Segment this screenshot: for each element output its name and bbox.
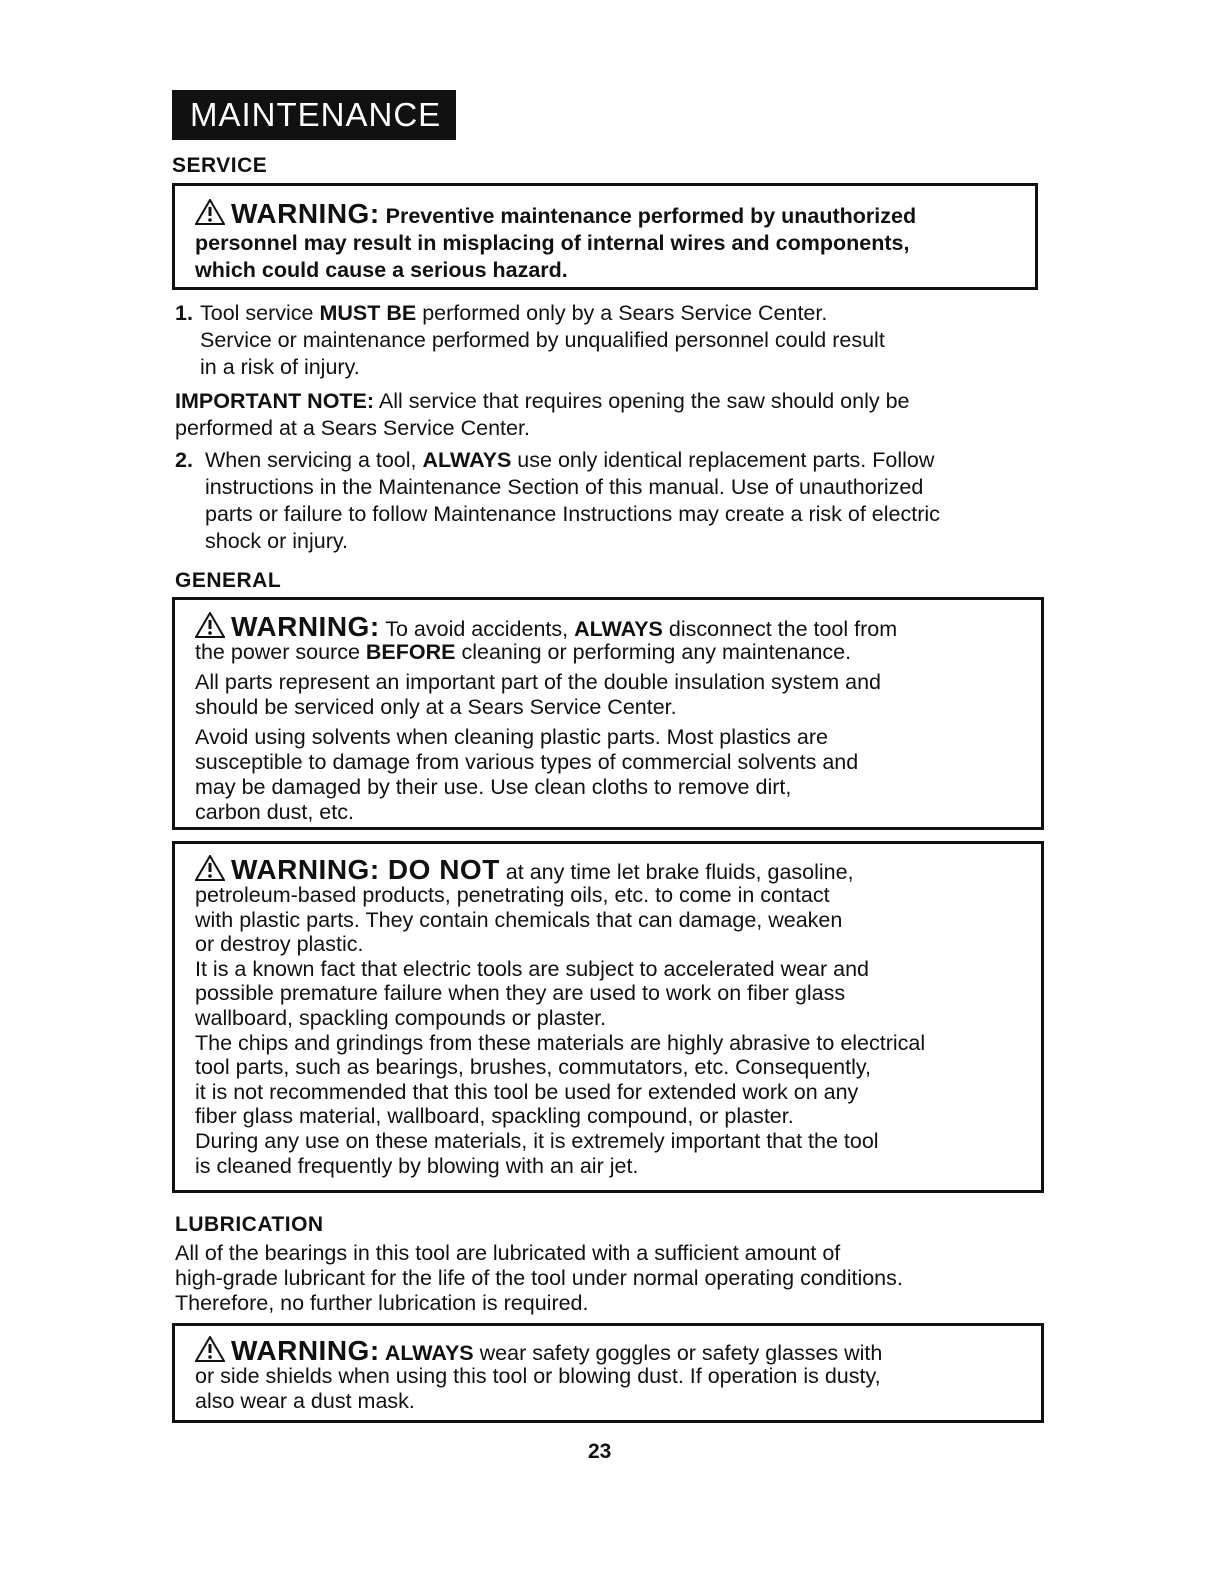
list-text: instructions in the Maintenance Section of this manual. Use of unauthorized [205,475,924,499]
warning-text: the power source [195,640,366,664]
warning-text: disconnect the tool from [662,617,898,641]
warning-text: Avoid using solvents when cleaning plastic parts. Most plastics are [195,725,828,749]
list-item [175,300,1035,381]
list-text: performed only by a Sears Service Center. [416,301,828,325]
plastics-warning-box [172,841,1044,1193]
section-banner: MAINTENANCE [172,90,456,140]
warning-label: WARNING: [231,198,380,229]
warning-text: wear safety goggles or safety glasses with [473,1341,883,1365]
warning-text: The chips and grindings from these materials are highly abrasive to electrical [195,1030,926,1055]
service-heading: SERVICE [172,154,268,177]
important-note [175,388,1035,442]
warning-text: To avoid accidents, [379,617,575,641]
warning-text: It is a known fact that electric tools are subject to accelerated wear and [195,956,870,981]
warning-text: Preventive maintenance performed by unauthorized [385,204,917,228]
paragraph-line: All of the bearings in this tool are lubricated with a sufficient amount of [175,1241,841,1265]
warning-text: or destroy plastic. [195,932,364,957]
warning-text: susceptible to damage from various types of commercial solvents and [195,750,859,774]
warning-text: which could cause a serious hazard. [195,258,568,282]
warning-text: During any use on these materials, it is extremely important that the tool [195,1128,879,1153]
list-emphasis: ALWAYS [422,448,512,472]
note-text: All service that requires opening the saw should only be [374,389,910,413]
warning-triangle-icon [195,612,225,638]
general-heading: GENERAL [175,569,282,592]
general-warning-box [172,597,1044,830]
warning-text: it is not recommended that this tool be used for extended work on any [195,1079,859,1104]
warning-triangle-icon [195,1336,225,1362]
warning-label: WARNING: [231,611,380,642]
warning-emphasis: BEFORE [365,640,456,664]
paragraph-line: Therefore, no further lubrication is required. [175,1291,589,1315]
list-text: When servicing a tool, [205,448,423,472]
list-text: use only identical replacement parts. Follow [511,448,935,472]
warning-text: carbon dust, etc. [195,800,354,824]
list-text: Service or maintenance performed by unqualified personnel could result [200,328,885,352]
warning-label: WARNING: DO NOT [231,854,500,885]
list-number: 1. [175,301,193,325]
list-text: parts or failure to follow Maintenance Instructions may create a risk of electric [205,502,940,526]
service-warning-box [172,183,1038,290]
list-number: 2. [175,448,193,472]
warning-text: wallboard, spackling compounds or plaster. [195,1005,607,1030]
note-text: performed at a Sears Service Center. [175,416,530,440]
warning-text: All parts represent an important part of the double insulation system and [195,670,881,694]
warning-text: personnel may result in misplacing of internal wires and components, [195,231,910,255]
warning-triangle-icon [195,855,225,881]
page-number: 23 [588,1440,612,1463]
warning-text: tool parts, such as bearings, brushes, commutators, etc. Consequently, [195,1055,871,1080]
goggles-warning-box [172,1323,1044,1423]
warning-text: fiber glass material, wallboard, spackling compound, or plaster. [195,1104,794,1129]
list-text: Tool service [200,301,320,325]
warning-emphasis: ALWAYS [574,617,663,641]
warning-triangle-icon [195,199,225,225]
warning-text: possible premature failure when they are used to work on fiber glass [195,981,846,1006]
warning-text: at any time let brake fluids, gasoline, [499,860,854,884]
note-label: IMPORTANT NOTE: [175,389,375,413]
warning-text: should be serviced only at a Sears Service Center. [195,695,677,719]
warning-emphasis: ALWAYS [379,1341,474,1365]
warning-text: or side shields when using this tool or blowing dust. If operation is dusty, [195,1364,881,1388]
list-text: in a risk of injury. [200,355,360,379]
warning-text: also wear a dust mask. [195,1389,415,1413]
lubrication-text [175,1241,1055,1316]
warning-text: with plastic parts. They contain chemicals that can damage, weaken [195,907,843,932]
warning-text: is cleaned frequently by blowing with an air jet. [195,1153,639,1178]
warning-text: may be damaged by their use. Use clean cloths to remove dirt, [195,775,792,799]
list-emphasis: MUST BE [319,301,417,325]
lubrication-heading: LUBRICATION [175,1213,324,1236]
paragraph-line: high-grade lubricant for the life of the tool under normal operating conditions. [175,1266,903,1290]
warning-label: WARNING: [231,1335,380,1366]
list-text: shock or injury. [205,529,348,553]
list-item [175,447,1055,555]
warning-text: cleaning or performing any maintenance. [455,640,852,664]
warning-text: petroleum-based products, penetrating oils, etc. to come in contact [195,883,830,907]
